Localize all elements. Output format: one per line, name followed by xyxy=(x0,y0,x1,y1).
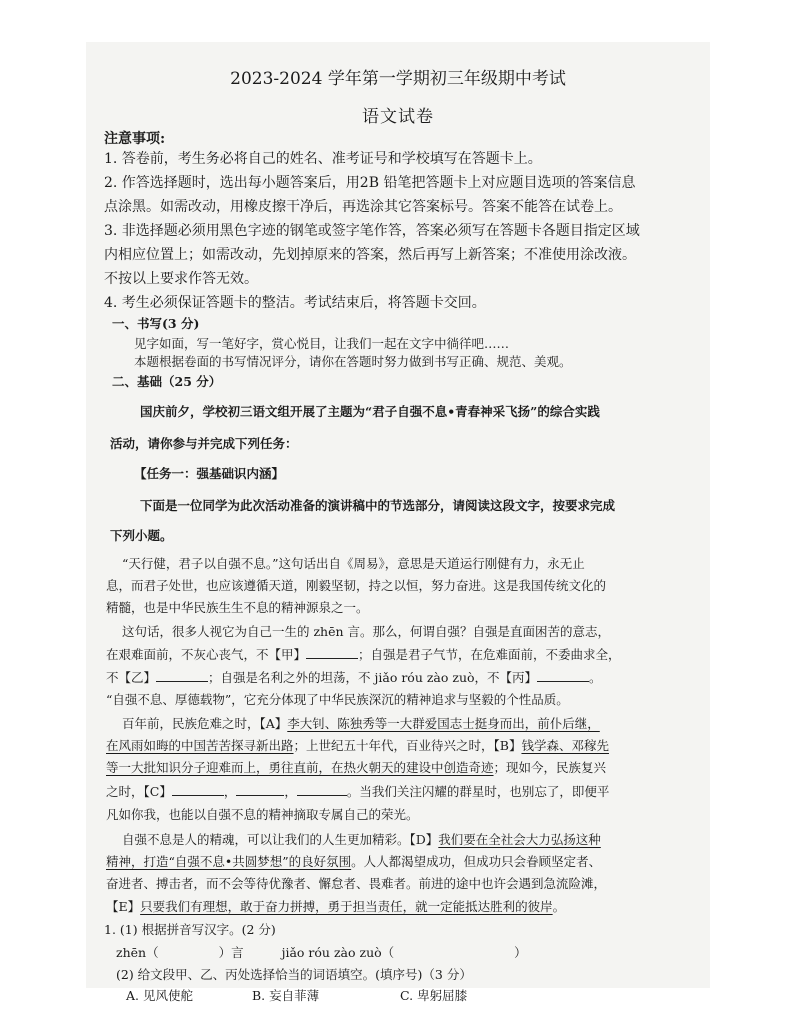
passage-text: 自强不息是人的精魂，可以让我们的人生更加精彩。【D】 xyxy=(122,832,439,847)
notice-line: 3. 非选择题必须用黑色字迹的钢笔或签字笔作答，答案必须写在答题卡各题目指定区域 xyxy=(104,223,640,239)
question-1-part-2: (2) 给文段甲、乙、丙处选择恰当的词语填空。(填序号)（3 分） xyxy=(116,967,472,982)
pinyin-jiaorou: jiǎo róu zào zuò（ xyxy=(281,945,395,960)
notice-line: 不按以上要求作答无效。 xyxy=(104,271,258,287)
passage-line: 精髓，也是中华民族生生不息的精神源泉之一。 xyxy=(106,600,369,615)
underlined-sentence-b: 钱学森、邓稼先 xyxy=(521,738,609,753)
passage-text: 不【乙】 xyxy=(106,670,157,685)
section-heading: 一、书写(3 分) xyxy=(112,316,200,331)
task-label: 【任务一：强基础识内涵】 xyxy=(134,466,285,481)
notice-line: 4. 考生必须保证答题卡的整洁。考试结束后，将答题卡交回。 xyxy=(104,295,486,311)
passage-line xyxy=(106,782,609,800)
passage-line: 凡如你我，也能以自强不息的精神摘取专属自己的荣光。 xyxy=(106,807,419,822)
question-1-part-1: 1. (1) 根据拼音写汉字。(2 分) xyxy=(104,922,276,937)
passage-text: ；自强是名利之外的坦荡，不 jiǎo róu zào zuò，不【丙】 xyxy=(208,670,538,685)
pinyin-jiaorou-close: ） xyxy=(514,945,527,960)
pinyin-zhen-close: ）言 xyxy=(218,945,244,960)
notice-line: 点涂黑。如需改动，用橡皮擦干净后，再选涂其它答案标号。答案不能答在试卷上。 xyxy=(104,199,622,215)
passage-text: 。当我们关注闪耀的群星时，也别忘了，即便平 xyxy=(346,784,610,799)
exam-title: 2023-2024 学年第一学期初三年级期中考试 xyxy=(230,69,566,89)
option-a[interactable]: A. 见风使舵 xyxy=(126,988,193,1003)
section-text: 本题根据卷面的书写情况评分，请你在答题时努力做到书写正确、规范、美观。 xyxy=(134,354,572,369)
option-row xyxy=(126,986,467,1004)
passage-line: 奋进者、搏击者，而不会等待优豫者、懈怠者、畏难者。前进的途中也许会遇到急流险滩， xyxy=(106,876,607,891)
passage-text: ， xyxy=(284,784,297,799)
section-intro: 国庆前夕，学校初三语文组开展了主题为“君子自强不息•青春神采飞扬”的综合实践 xyxy=(140,404,600,419)
exam-paper xyxy=(86,42,710,1003)
section-text: 见字如面，写一笔好字，赏心悦目，让我们一起在文字中徜徉吧…… xyxy=(134,336,510,351)
passage-text: 在艰难面前，不灰心丧气，不【甲】 xyxy=(106,647,307,662)
underlined-sentence-d: 我们要在全社会大力弘扬这种 xyxy=(438,832,601,847)
passage-text: 【E】 xyxy=(106,899,141,914)
task-description: 下面是一位同学为此次活动准备的演讲稿中的节选部分，请阅读这段文字，按要求完成 xyxy=(140,498,616,513)
passage-line xyxy=(122,714,600,732)
task-description: 下列小题。 xyxy=(110,528,173,543)
underlined-sentence-e: 只要我们有理想，敢于奋力拼搏，勇于担当责任，就一定能抵达胜利的彼岸 xyxy=(140,899,553,914)
passage-text: ；上世纪五十年代，百业待兴之时，【B】 xyxy=(293,738,522,753)
exam-subtitle: 语文试卷 xyxy=(362,107,434,127)
passage-text: 。人人都渴望成功，但成功只会眷顾坚定者、 xyxy=(351,854,602,869)
passage-line xyxy=(106,852,601,870)
notice-line: 1. 答卷前，考生务必将自己的姓名、准考证号和学校填写在答题卡上。 xyxy=(104,151,542,167)
passage-line: “自强不息、厚德载物”，它充分体现了中华民族深沉的精神追求与坚毅的个性品质。 xyxy=(106,692,569,707)
passage-line: “天行健，君子以自强不息。”这句话出自《周易》，意思是天道运行刚健有力，永无止 xyxy=(122,556,585,571)
section-heading: 二、基础（25 分） xyxy=(112,374,222,389)
passage-line xyxy=(122,830,601,848)
answer-blank-jia[interactable] xyxy=(306,646,358,659)
answer-blank-c1[interactable] xyxy=(172,783,224,796)
option-b[interactable]: B. 妄自菲薄 xyxy=(252,988,320,1003)
notice-line: 2. 作答选择题时，选出每小题答案后，用2B 铅笔把答题卡上对应题目选项的答案信息 xyxy=(104,175,636,191)
passage-text: ， xyxy=(223,784,237,799)
passage-line xyxy=(106,668,602,686)
passage-text: ；现如今，民族复兴 xyxy=(493,760,607,775)
underlined-sentence-a: 在风雨如晦的中国苦苦探寻新出路 xyxy=(106,738,294,753)
underlined-sentence-d: 精神，打造“自强不息•共圆梦想”的良好氛围 xyxy=(106,854,352,869)
answer-blank-c3[interactable] xyxy=(297,783,347,796)
answer-blank-bing[interactable] xyxy=(537,669,589,682)
passage-line xyxy=(106,736,609,754)
passage-line: 这句话，很多人视它为自己一生的 zhēn 言。那么，何谓自强？自强是直面困苦的意志， xyxy=(122,624,611,639)
underlined-sentence-a: 李大钊、陈独秀等一大群爱国志士挺身而出，前仆后继， xyxy=(287,716,600,731)
notice-line: 内相应位置上；如需改动，先划掉原来的答案，然后再写上新答案；不准使用涂改液。 xyxy=(104,247,636,263)
passage-line xyxy=(106,645,621,663)
answer-blank-yi[interactable] xyxy=(156,669,208,682)
passage-text: 之时，【C】 xyxy=(106,784,172,799)
notice-heading: 注意事项: xyxy=(104,131,166,147)
passage-line xyxy=(106,758,606,776)
answer-blank-c2[interactable] xyxy=(236,783,284,796)
section-intro: 活动，请你参与并完成下列任务： xyxy=(110,436,298,451)
passage-line: 息，而君子处世，也应该遵循天道，刚毅坚韧，持之以恒，努力奋进。这是我国传统文化的 xyxy=(106,578,607,593)
passage-line xyxy=(106,897,565,915)
option-c[interactable]: C. 卑躬屈膝 xyxy=(400,988,468,1003)
passage-text: 。 xyxy=(552,899,566,914)
passage-text: 百年前，民族危难之时，【A】 xyxy=(122,716,288,731)
passage-text: ；自强是君子气节，在危难面前，不委曲求全， xyxy=(358,647,621,662)
pinyin-zhen: zhēn（ xyxy=(116,945,159,960)
underlined-sentence-b: 等一大批知识分子迎难而上，勇往直前，在热火朝天的建设中创造奇迹 xyxy=(106,760,494,775)
passage-text: 。 xyxy=(589,670,602,685)
pinyin-question-row xyxy=(116,943,527,961)
